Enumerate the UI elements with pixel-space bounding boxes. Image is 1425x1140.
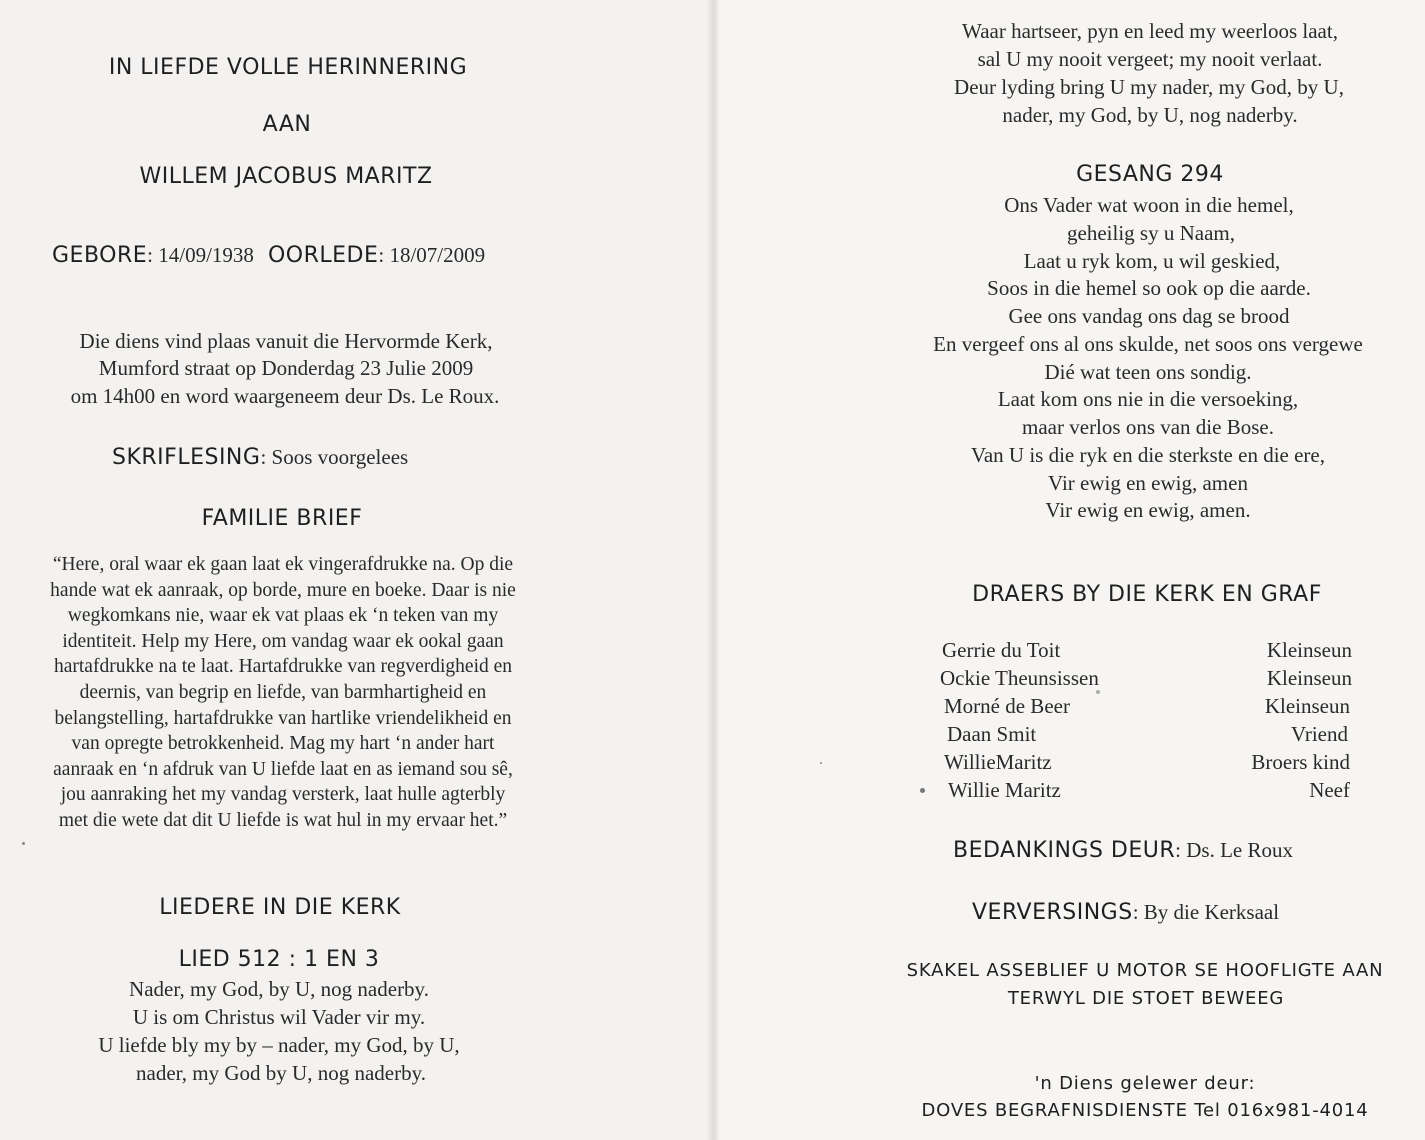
letter-line: aanraak en ‘n afdruk van U liefde laat en as iemand sou sê, <box>53 758 513 780</box>
family-letter-title: FAMILIE BRIEF <box>201 506 363 531</box>
headlights-notice-2: TERWYL DIE STOET BEWEEG <box>1007 988 1285 1009</box>
song-line: U is om Christus wil Vader vir my. <box>132 1005 426 1029</box>
born-label: GEBORE <box>52 243 148 268</box>
hymn-line: En vergeef ons al ons skulde, net soos ons vergewe <box>933 332 1363 356</box>
memorial-heading: IN LIEFDE VOLLE HERINNERING <box>108 55 468 80</box>
letter-line: identiteit. Help my Here, om vandag waar ek ookal gaan <box>62 630 504 652</box>
hymn-title: GESANG 294 <box>1076 162 1224 187</box>
letter-line: belangstelling, hartafdrukke van hartlike vriendelikheid en <box>54 707 512 729</box>
letter-line: jou aanraking het my vandag versterk, laat hulle agterbly <box>60 784 506 806</box>
scripture-label: SKRIFLESING <box>112 445 261 470</box>
undertaker-contact: DOVES BEGRAFNISDIENSTE Tel 016x981-4014 <box>921 1100 1369 1121</box>
thanks-line <box>953 838 1293 863</box>
died-date: : 18/07/2009 <box>378 243 486 267</box>
bearers-title: DRAERS BY DIE KERK EN GRAF <box>972 582 1322 607</box>
bearer-name: WillieMaritz <box>944 750 1052 774</box>
hymn-line: Van U is die ryk en die sterkste en die ere, <box>971 443 1325 467</box>
service-line: om 14h00 en word waargeneem deur Ds. Le Roux. <box>70 384 500 408</box>
hymn-line: maar verlos ons van die Bose. <box>1022 415 1274 439</box>
memorial-heading-aan: AAN <box>262 112 312 137</box>
bearer-relation: Neef <box>1309 778 1350 802</box>
scan-speck <box>820 762 822 764</box>
hymn-line: Laat u ryk kom, u wil geskied, <box>1023 249 1281 273</box>
scan-speck <box>1096 690 1100 694</box>
hymn-line: Vir ewig en ewig, amen. <box>1045 498 1251 522</box>
bearer-name: Willie Maritz <box>948 778 1061 802</box>
bearer-relation: Kleinseun <box>1266 666 1352 690</box>
bearer-name: Daan Smit <box>947 722 1037 746</box>
song-cont-line: nader, my God, by U, nog naderby. <box>1002 103 1298 127</box>
bearers-list <box>930 638 1360 806</box>
service-line: Mumford straat op Donderdag 23 Julie 2009 <box>98 356 474 380</box>
died-label: OORLEDE <box>267 243 379 268</box>
songs-title: LIEDERE IN DIE KERK <box>159 895 401 920</box>
scripture-line <box>112 445 408 470</box>
bearer-row <box>930 638 1360 666</box>
scripture-value: : Soos voorgelees <box>260 445 409 469</box>
thanks-value: : Ds. Le Roux <box>1175 838 1293 862</box>
song-title: LIED 512 : 1 EN 3 <box>178 947 380 972</box>
refreshments-value: : By die Kerksaal <box>1132 900 1280 924</box>
bearer-name: Ockie Theunsissen <box>940 666 1099 690</box>
bearer-row <box>930 778 1360 806</box>
hymn-line: Vir ewig en ewig, amen <box>1048 471 1248 495</box>
hymn-line: geheilig sy u Naam, <box>1067 221 1235 245</box>
bearer-row <box>930 666 1360 694</box>
bearer-relation: Kleinseun <box>1266 638 1352 662</box>
bearer-name: Gerrie du Toit <box>942 638 1061 662</box>
song-line: U liefde bly my by – nader, my God, by U, <box>98 1033 460 1057</box>
headlights-notice: SKAKEL ASSEBLIEF U MOTOR SE HOOFLIGTE AAN <box>906 960 1384 981</box>
born-date: : 14/09/1938 <box>147 243 254 267</box>
song-cont-line: sal U my nooit vergeet; my nooit verlaat. <box>977 47 1323 71</box>
bearer-row <box>930 750 1360 778</box>
song-cont-line: Deur lyding bring U my nader, my God, by U, <box>954 75 1344 99</box>
song-line: Nader, my God, by U, nog naderby. <box>129 977 429 1001</box>
hymn-line: Dié wat teen ons sondig. <box>1044 360 1252 384</box>
bearer-relation: Broers kind <box>1251 750 1350 774</box>
service-by-label: 'n Diens gelewer deur: <box>1034 1073 1256 1094</box>
letter-line: “Here, oral waar ek gaan laat ek vingerafdrukke na. Op die <box>52 554 514 575</box>
bearer-name: Morné de Beer <box>944 694 1070 718</box>
letter-line: wegkomkans nie, waar ek vat plaas ek ‘n teken van my <box>67 605 499 627</box>
letter-line: hartafdrukke na te laat. Hartafdrukke van regverdigheid en <box>53 656 513 678</box>
letter-line: van opregte betrokkenheid. Mag my hart ‘n ander hart <box>71 733 495 755</box>
hymn-line: Soos in die hemel so ook op die aarde. <box>987 276 1311 300</box>
dates-line <box>52 243 485 268</box>
deceased-name: WILLEM JACOBUS MARITZ <box>139 164 433 189</box>
bearer-relation: Vriend <box>1290 722 1348 746</box>
bearer-row <box>930 722 1360 750</box>
bearer-relation: Kleinseun <box>1264 694 1350 718</box>
page-fold <box>706 0 720 1140</box>
letter-line: met die wete dat dit U liefde is wat hul in my ervaar het.” <box>58 809 508 831</box>
song-cont-line: Waar hartseer, pyn en leed my weerloos laat, <box>962 19 1338 43</box>
letter-line: deernis, van begrip en liefde, van barmhartigheid en <box>79 681 487 703</box>
service-line: Die diens vind plaas vanuit die Hervormde Kerk, <box>79 329 493 353</box>
bearer-row <box>930 694 1360 722</box>
song-line: nader, my God by U, nog naderby. <box>136 1061 426 1085</box>
hymn-line: Laat kom ons nie in die versoeking, <box>997 387 1299 411</box>
letter-line: hande wat ek aanraak, op borde, mure en boeke. Daar is nie <box>50 579 516 601</box>
thanks-label: BEDANKINGS DEUR <box>953 838 1176 863</box>
refreshments-label: VERVERSINGS <box>972 900 1133 925</box>
hymn-line: Ons Vader wat woon in die hemel, <box>1004 193 1294 217</box>
family-letter <box>18 552 548 834</box>
scan-speck <box>22 842 25 845</box>
scan-speck <box>920 788 925 793</box>
hymn-line: Gee ons vandag ons dag se brood <box>1008 304 1290 328</box>
refreshments-line <box>972 900 1279 925</box>
